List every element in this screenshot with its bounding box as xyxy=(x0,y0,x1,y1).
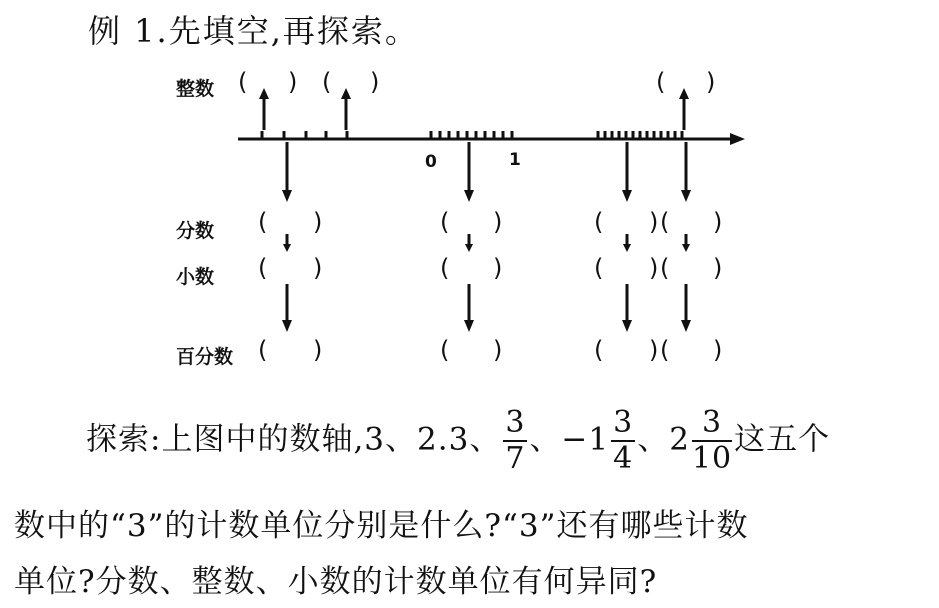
blank-close: ) xyxy=(649,208,659,236)
blank-open: ( xyxy=(258,208,268,236)
down-arrows-3 xyxy=(287,284,686,322)
blank-open: ( xyxy=(660,336,670,364)
frac3-denominator: 10 xyxy=(691,441,733,476)
blank-open: ( xyxy=(594,336,604,364)
ticks-right xyxy=(598,131,682,139)
fraction-3-10 xyxy=(691,405,733,476)
blank-open: ( xyxy=(440,336,450,364)
blank-open: ( xyxy=(258,254,268,282)
separator-2: 、2 xyxy=(637,421,690,458)
blank-close: ) xyxy=(370,68,380,96)
axis-arrow xyxy=(730,133,745,145)
blank-close: ) xyxy=(313,254,323,282)
blank-open: ( xyxy=(594,254,604,282)
frac2-numerator: 3 xyxy=(613,405,634,440)
example-title: 例 1.先填空,再探索。 xyxy=(88,12,419,50)
blank-close: ) xyxy=(713,254,723,282)
blank-close: ) xyxy=(493,208,503,236)
tick-label-zero: 0 xyxy=(425,152,437,172)
blank-close: ) xyxy=(713,336,723,364)
row-label-integer: 整数 xyxy=(176,78,215,100)
blank-open: ( xyxy=(660,208,670,236)
row-label-percent: 百分数 xyxy=(176,346,234,368)
row-label-fraction: 分数 xyxy=(176,220,215,242)
separator-1: 、−1 xyxy=(529,421,610,458)
blank-close: ) xyxy=(493,254,503,282)
blank-close: ) xyxy=(713,208,723,236)
frac1-denominator: 7 xyxy=(505,441,526,476)
down-arrows-1 xyxy=(287,142,686,192)
paragraph-line-2: 数中的“3”的计数单位分别是什么?“3”还有哪些计数 xyxy=(14,508,749,544)
paragraph-line-3: 单位?分数、整数、小数的计数单位有何异同? xyxy=(14,564,658,600)
up-arrows xyxy=(264,97,684,130)
line1-suffix: 这五个 xyxy=(734,421,831,458)
fraction-3-4 xyxy=(611,405,635,476)
blank-close: ) xyxy=(649,336,659,364)
blank-close: ) xyxy=(313,336,323,364)
blank-open: ( xyxy=(656,68,666,96)
line1-prefix: 探索:上图中的数轴,3、2.3、 xyxy=(86,421,502,458)
blank-close: ) xyxy=(493,336,503,364)
blank-open: ( xyxy=(440,254,450,282)
blank-open: ( xyxy=(594,208,604,236)
blank-open: ( xyxy=(322,68,332,96)
blank-open: ( xyxy=(660,254,670,282)
blank-close: ) xyxy=(649,254,659,282)
blank-close: ) xyxy=(313,208,323,236)
frac3-numerator: 3 xyxy=(692,408,732,442)
blank-close: ) xyxy=(288,68,298,96)
frac1-numerator: 3 xyxy=(505,405,526,440)
blank-open: ( xyxy=(440,208,450,236)
blank-open: ( xyxy=(238,68,248,96)
tick-label-one: 1 xyxy=(509,150,521,170)
fraction-3-7 xyxy=(503,405,527,476)
blank-open: ( xyxy=(258,336,268,364)
frac2-denominator: 4 xyxy=(613,441,634,476)
blank-close: ) xyxy=(706,68,716,96)
paragraph-line-1 xyxy=(86,405,831,476)
row-label-decimal: 小数 xyxy=(176,266,215,288)
